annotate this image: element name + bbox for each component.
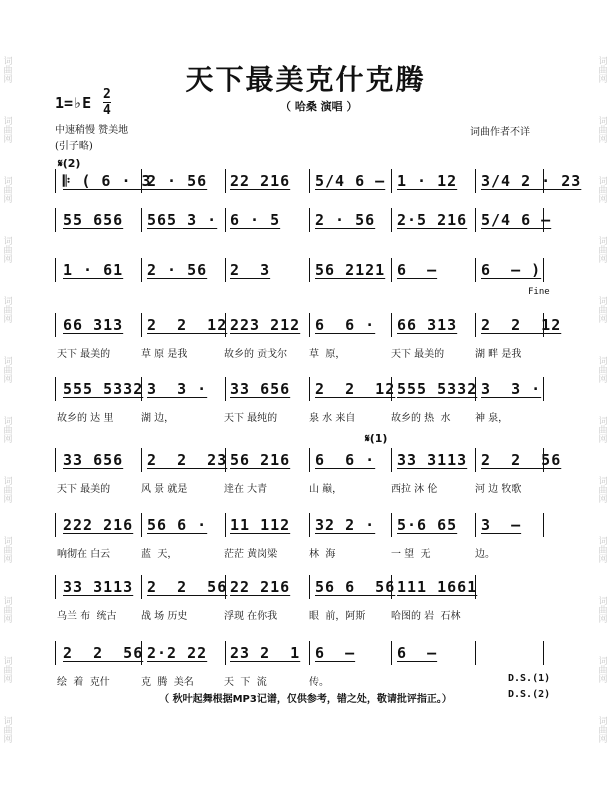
- measure: 2 2 12: [481, 316, 562, 334]
- measure: 222 216: [63, 516, 134, 534]
- barline: [141, 575, 142, 599]
- lyrics-row: [55, 345, 555, 359]
- notation-row: [55, 578, 555, 602]
- watermark-group: 词 曲 网: [598, 717, 608, 745]
- watermark-group: 词 曲 网: [598, 657, 608, 685]
- transcriber-note: （ 秋叶起舞根据MP3记谱，仅供参考，错之处，敬请批评指正。）: [159, 694, 452, 705]
- lyric: 河 边 牧歌: [475, 484, 522, 495]
- barline: [543, 258, 544, 282]
- watermark-group: 词 曲 网: [598, 357, 608, 385]
- measure: 𝄆 ( 6 · 3: [63, 172, 152, 190]
- measure: 1 · 61: [63, 261, 124, 279]
- measure: 6 —: [397, 261, 438, 279]
- notation-row: [55, 211, 555, 235]
- measure: 55 656: [63, 211, 124, 229]
- barline: [543, 641, 544, 665]
- measure: 56 216: [230, 451, 291, 469]
- barline: [309, 169, 310, 193]
- watermark-group: 词 曲 网: [3, 177, 13, 205]
- watermark-group: 词 曲 网: [3, 657, 13, 685]
- notation-row: [55, 261, 555, 285]
- barline: [309, 641, 310, 665]
- barline: [309, 313, 310, 337]
- lyrics-row: [55, 409, 555, 423]
- barline: [475, 169, 476, 193]
- measure: 6 —: [397, 644, 438, 662]
- barline: [225, 208, 226, 232]
- measure: 3/4 2 · 23: [481, 172, 582, 190]
- measure: 66 313: [397, 316, 458, 334]
- lyric: 响彻在 白云: [57, 549, 111, 560]
- lyric: 逹在 大青: [224, 484, 268, 495]
- measure: 33 656: [230, 380, 291, 398]
- measure: 2 · 56: [147, 261, 208, 279]
- notation-row: [55, 380, 555, 404]
- measure: 23 2 1: [230, 644, 301, 662]
- lyric: 神 泉，: [475, 413, 509, 424]
- notation-row: [55, 451, 562, 475]
- watermark-group: 词 曲 网: [598, 237, 608, 265]
- barline: [309, 258, 310, 282]
- barline: [55, 258, 56, 282]
- lyrics-row: [55, 480, 555, 494]
- lyric: 天下 最纯的: [224, 413, 278, 424]
- barline: [391, 641, 392, 665]
- watermark-group: 词 曲 网: [3, 717, 13, 745]
- lyric: 湖 边，: [141, 413, 175, 424]
- measure: 2 2 12: [147, 316, 228, 334]
- barline: [543, 513, 544, 537]
- measure: 5/4 6 —: [315, 172, 386, 190]
- barline: [309, 377, 310, 401]
- lyric: 天下 最美的: [57, 349, 111, 360]
- barline: [391, 448, 392, 472]
- lyric: 草 原 是我: [141, 349, 188, 360]
- measure: 32 2 ·: [315, 516, 376, 534]
- measure: 33 3113: [63, 578, 134, 596]
- barline: [543, 377, 544, 401]
- barline: [391, 258, 392, 282]
- lyric: 战 场 历史: [141, 611, 188, 622]
- lyric: 乌兰 布 统古: [57, 611, 117, 622]
- measure: 6 · 5: [230, 211, 281, 229]
- watermark-right: [597, 0, 609, 798]
- barline: [475, 208, 476, 232]
- lyrics-row: [55, 545, 555, 559]
- notation-row: [55, 316, 562, 340]
- lyric: 故乡的 贡戈尔: [224, 349, 288, 360]
- barline: [141, 513, 142, 537]
- barline: [225, 513, 226, 537]
- watermark-group: 词 曲 网: [3, 57, 13, 85]
- watermark-group: 词 曲 网: [598, 57, 608, 85]
- lyric: 天下 最美的: [57, 484, 111, 495]
- barline: [309, 448, 310, 472]
- measure: 56 2121: [315, 261, 386, 279]
- measure: 33 656: [63, 451, 124, 469]
- lyric: 绘 着 克什: [57, 677, 110, 688]
- barline: [309, 208, 310, 232]
- song-title: 天下最美克什克腾: [185, 63, 426, 96]
- barline: [55, 313, 56, 337]
- fine-mark: Fine: [528, 287, 550, 297]
- measure: 6 6 ·: [315, 316, 376, 334]
- measure: 2 2 56: [481, 451, 562, 469]
- performer: （ 哈桑 演唱 ）: [280, 100, 358, 113]
- barline: [475, 258, 476, 282]
- barline: [475, 513, 476, 537]
- lyrics-row: [55, 673, 555, 687]
- lyric: 边。: [475, 549, 495, 560]
- barline: [55, 377, 56, 401]
- lyric: 天 下 流: [224, 677, 267, 688]
- watermark-group: 词 曲 网: [598, 477, 608, 505]
- measure: 6 — ): [481, 261, 542, 279]
- measure: 3 3 ·: [481, 380, 542, 398]
- measure: 5·6 65: [397, 516, 458, 534]
- measure: 111 1661: [397, 578, 478, 596]
- notation-row: [55, 644, 555, 668]
- barline: [225, 169, 226, 193]
- measure: 22 216: [230, 578, 291, 596]
- ds-1: D.S.(1): [508, 673, 551, 684]
- barline: [391, 169, 392, 193]
- measure: 2·5 216: [397, 211, 468, 229]
- watermark-group: 词 曲 网: [3, 537, 13, 565]
- watermark-left: [2, 0, 14, 798]
- barline: [475, 641, 476, 665]
- lyric: 林 海: [309, 549, 336, 560]
- measure: 3 3 ·: [147, 380, 208, 398]
- measure: 2 · 56: [147, 172, 208, 190]
- barline: [55, 169, 56, 193]
- barline: [55, 208, 56, 232]
- barline: [225, 258, 226, 282]
- lyric: 传。: [309, 677, 329, 688]
- watermark-group: 词 曲 网: [3, 357, 13, 385]
- intro-note: (引子略): [55, 141, 93, 152]
- lyric: 蓝 天，: [141, 549, 178, 560]
- credit: 词曲作者不详: [470, 127, 530, 138]
- measure: 2 3: [230, 261, 271, 279]
- watermark-group: 词 曲 网: [3, 237, 13, 265]
- barline: [225, 377, 226, 401]
- lyric: 克 腾 美名: [141, 677, 194, 688]
- lyric: 一 望 无: [391, 549, 431, 560]
- barline: [141, 258, 142, 282]
- measure: 2 2 56: [147, 578, 228, 596]
- watermark-group: 词 曲 网: [598, 297, 608, 325]
- ds-2: D.S.(2): [508, 689, 551, 700]
- lyric: 湖 畔 是我: [475, 349, 522, 360]
- measure: 2 · 56: [315, 211, 376, 229]
- barline: [309, 575, 310, 599]
- barline: [475, 448, 476, 472]
- lyric: 哈图的 岩 石林: [391, 611, 461, 622]
- watermark-group: 词 曲 网: [3, 417, 13, 445]
- time-top: 2: [103, 87, 111, 102]
- measure: 2 2 56: [63, 644, 144, 662]
- barline: [475, 313, 476, 337]
- measure: 223 212: [230, 316, 301, 334]
- time-signature: [103, 88, 111, 117]
- barline: [55, 513, 56, 537]
- measure: 3 —: [481, 516, 522, 534]
- measure: 2 2 23: [147, 451, 228, 469]
- lyric: 西拉 沐 伦: [391, 484, 438, 495]
- watermark-group: 词 曲 网: [598, 177, 608, 205]
- measure: 56 6 56: [315, 578, 396, 596]
- lyric: 眼 前，阿斯: [309, 611, 366, 622]
- barline: [141, 313, 142, 337]
- lyric: 天下 最美的: [391, 349, 445, 360]
- barline: [141, 208, 142, 232]
- measure: 555 5332: [397, 380, 478, 398]
- lyric: 故乡的 达 里: [57, 413, 114, 424]
- notation-row: [55, 516, 555, 540]
- measure: 6 —: [315, 644, 356, 662]
- measure: 2·2 22: [147, 644, 208, 662]
- lyrics-row: [55, 607, 555, 621]
- measure: 2 2 12: [315, 380, 396, 398]
- lyric: 故乡的 热 水: [391, 413, 451, 424]
- segno-2: 𝄋(2): [58, 157, 81, 170]
- measure: 555 5332: [63, 380, 144, 398]
- measure: 565 3 ·: [147, 211, 218, 229]
- measure: 22 216: [230, 172, 291, 190]
- measure: 33 3113: [397, 451, 468, 469]
- barline: [55, 641, 56, 665]
- watermark-group: 词 曲 网: [3, 117, 13, 145]
- watermark-group: 词 曲 网: [598, 417, 608, 445]
- key-signature: 1=♭E: [55, 94, 92, 112]
- lyric: 草 原，: [309, 349, 346, 360]
- barline: [55, 575, 56, 599]
- measure: 5/4 6 —: [481, 211, 552, 229]
- watermark-group: 词 曲 网: [3, 597, 13, 625]
- barline: [141, 448, 142, 472]
- measure: 11 112: [230, 516, 291, 534]
- barline: [391, 513, 392, 537]
- tempo-marking: 中速稍慢 赞美地: [55, 125, 129, 136]
- notation-row: [55, 172, 582, 196]
- time-bottom: 4: [103, 103, 111, 118]
- barline: [391, 313, 392, 337]
- measure: 56 6 ·: [147, 516, 208, 534]
- watermark-group: 词 曲 网: [598, 537, 608, 565]
- barline: [55, 448, 56, 472]
- watermark-group: 词 曲 网: [598, 117, 608, 145]
- lyric: 山 巅，: [309, 484, 343, 495]
- measure: 1 · 12: [397, 172, 458, 190]
- lyric: 泉 水 来自: [309, 413, 356, 424]
- measure: 6 6 ·: [315, 451, 376, 469]
- lyric: 浮现 在你我: [224, 611, 278, 622]
- lyric: 风 景 就是: [141, 484, 188, 495]
- lyric: 茫茫 黄岗梁: [224, 549, 278, 560]
- barline: [309, 513, 310, 537]
- barline: [391, 208, 392, 232]
- watermark-group: 词 曲 网: [3, 477, 13, 505]
- segno-1: 𝄋(1): [365, 432, 388, 445]
- barline: [225, 641, 226, 665]
- measure: 66 313: [63, 316, 124, 334]
- watermark-group: 词 曲 网: [598, 597, 608, 625]
- watermark-group: 词 曲 网: [3, 297, 13, 325]
